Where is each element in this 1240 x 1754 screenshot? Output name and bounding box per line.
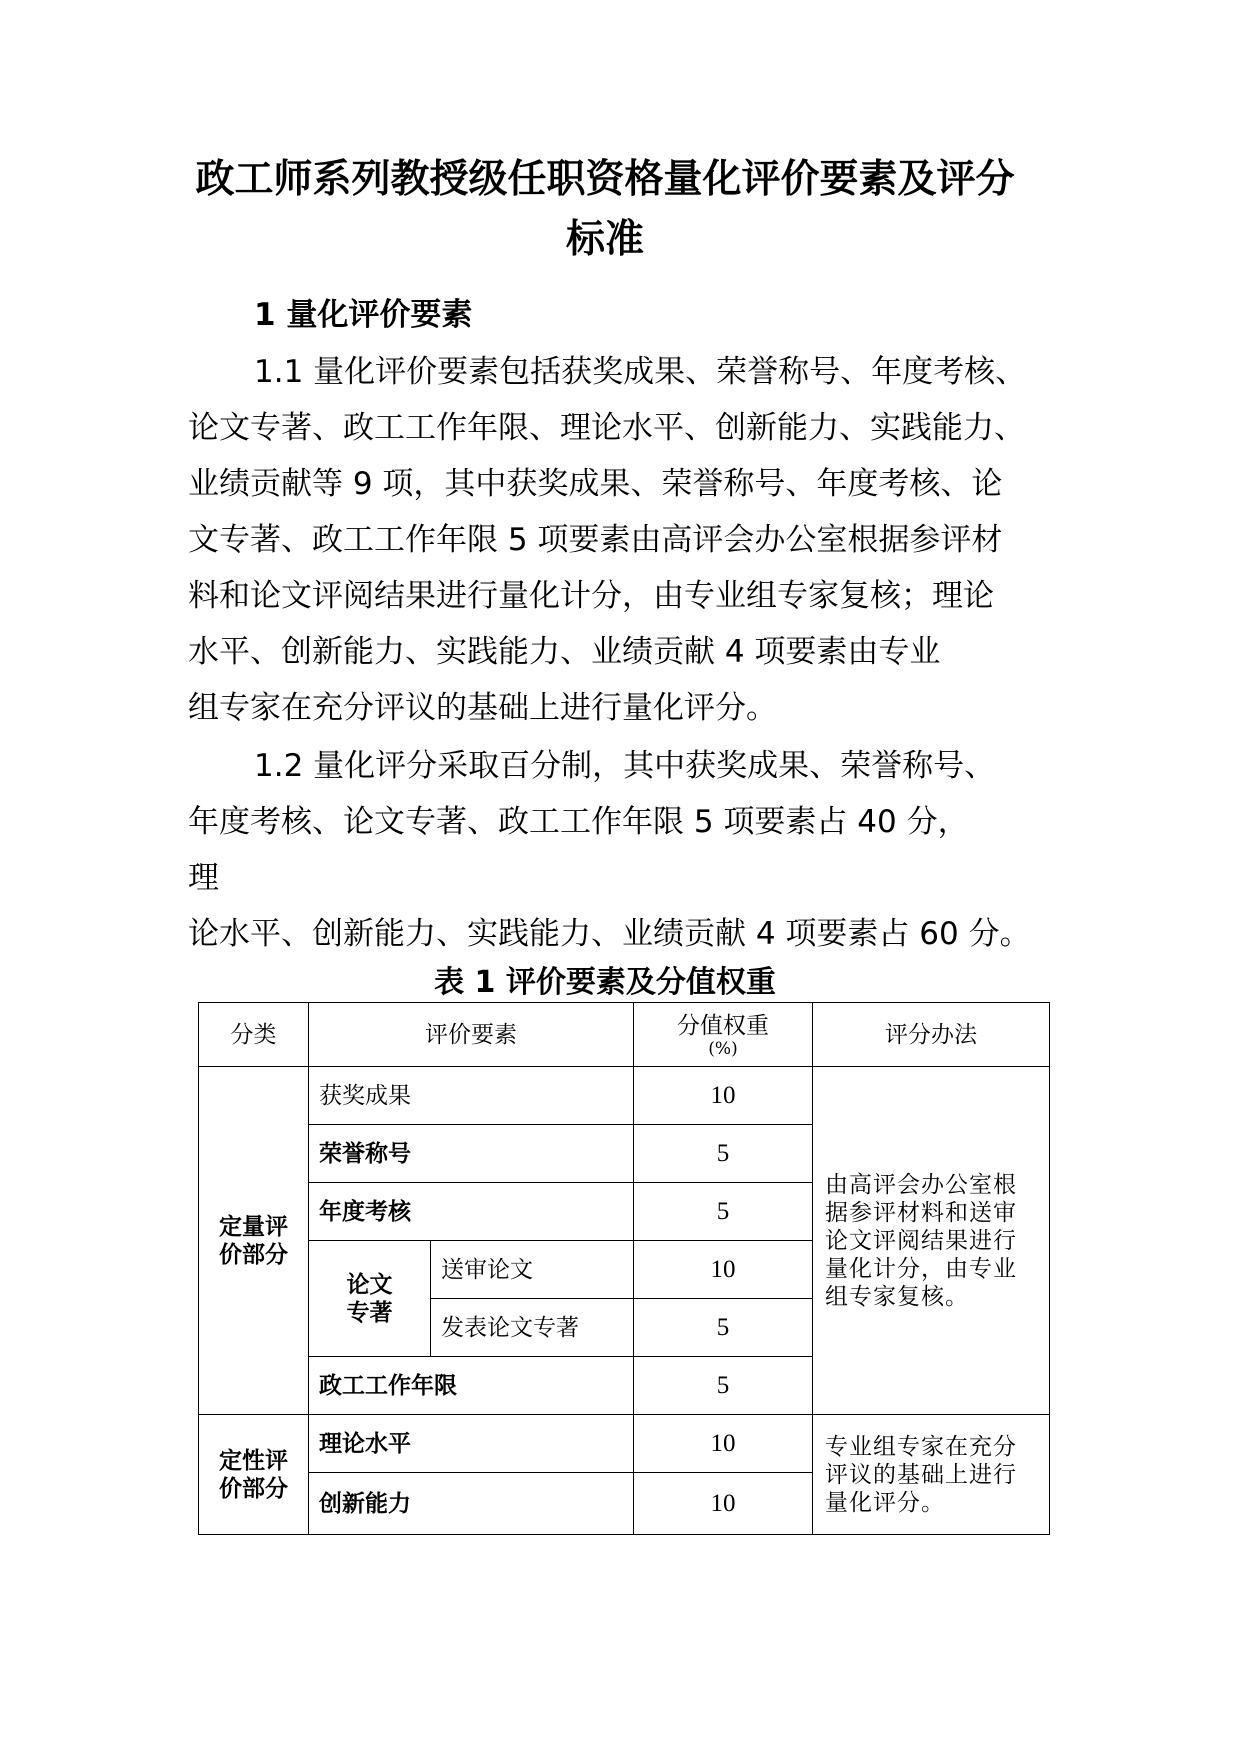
weight-cell: 10 — [634, 1415, 813, 1473]
element-cell: 送审论文 — [431, 1241, 634, 1299]
weight-cell: 10 — [634, 1473, 813, 1535]
weight-cell: 5 — [634, 1357, 813, 1415]
paragraph-line: 年度考核、论文专著、政工工作年限 5 项要素占 40 分， — [188, 804, 969, 840]
method-qualitative: 专业组专家在充分评议的基础上进行量化评分。 — [813, 1415, 1050, 1535]
paragraph-line: 料和论文评阅结果进行量化计分，由专业组专家复核；理论 — [188, 578, 994, 614]
weight-cell: 5 — [634, 1183, 813, 1241]
paragraph-line: 水平、创新能力、实践能力、业绩贡献 4 项要素由专业 — [188, 634, 941, 670]
paragraph-line: 1.2 量化评分采取百分制，其中获奖成果、荣誉称号、 — [254, 748, 996, 784]
weight-cell: 5 — [634, 1299, 813, 1357]
weight-cell: 10 — [634, 1241, 813, 1299]
paragraph-line: 理 — [188, 860, 219, 896]
header-weight — [634, 1003, 813, 1067]
weight-cell: 5 — [634, 1125, 813, 1183]
category-quantitative: 定量评价部分 — [199, 1067, 309, 1415]
paragraph-1-2 — [188, 738, 1068, 962]
category-qualitative: 定性评价部分 — [199, 1415, 309, 1535]
paragraph-line: 组专家在充分评议的基础上进行量化评分。 — [188, 690, 777, 726]
paragraph-line: 文专著、政工工作年限 5 项要素由高评会办公室根据参评材 — [188, 522, 1003, 558]
header-category: 分类 — [199, 1003, 309, 1067]
document-title — [150, 150, 1060, 270]
table-caption: 表 1 评价要素及分值权重 — [434, 965, 776, 1000]
section-heading: 1 量化评价要素 — [254, 297, 473, 333]
method-quantitative: 由高评会办公室根据参评材料和送审论文评阅结果进行量化计分，由专业组专家复核。 — [813, 1067, 1050, 1415]
table-header-row — [199, 1003, 1050, 1067]
header-method: 评分办法 — [813, 1003, 1050, 1067]
element-cell: 创新能力 — [309, 1473, 634, 1535]
paragraph-line: 业绩贡献等 9 项，其中获奖成果、荣誉称号、年度考核、论 — [188, 466, 1003, 502]
table-row — [199, 1415, 1050, 1473]
element-cell: 政工工作年限 — [309, 1357, 634, 1415]
paragraph-line: 1.1 量化评价要素包括获奖成果、荣誉称号、年度考核、 — [254, 354, 1027, 390]
weights-table — [198, 1002, 1050, 1535]
header-weight-unit: (%) — [708, 1038, 738, 1059]
element-cell: 发表论文专著 — [431, 1299, 634, 1357]
element-cell: 获奖成果 — [309, 1067, 634, 1125]
table-row — [199, 1067, 1050, 1125]
title-line-2: 标准 — [565, 217, 644, 262]
paragraph-1-1 — [188, 344, 1068, 736]
header-weight-label: 分值权重 — [677, 1012, 769, 1039]
element-cell: 年度考核 — [309, 1183, 634, 1241]
paper-group-cell: 论文专著 — [309, 1241, 431, 1357]
weight-cell: 10 — [634, 1067, 813, 1125]
paragraph-line: 论文专著、政工工作年限、理论水平、创新能力、实践能力、 — [188, 410, 1025, 446]
element-cell: 理论水平 — [309, 1415, 634, 1473]
element-cell: 荣誉称号 — [309, 1125, 634, 1183]
title-line-1: 政工师系列教授级任职资格量化评价要素及评分 — [195, 157, 1015, 202]
paragraph-line: 论水平、创新能力、实践能力、业绩贡献 4 项要素占 60 分。 — [188, 916, 1031, 952]
header-element: 评价要素 — [309, 1003, 634, 1067]
